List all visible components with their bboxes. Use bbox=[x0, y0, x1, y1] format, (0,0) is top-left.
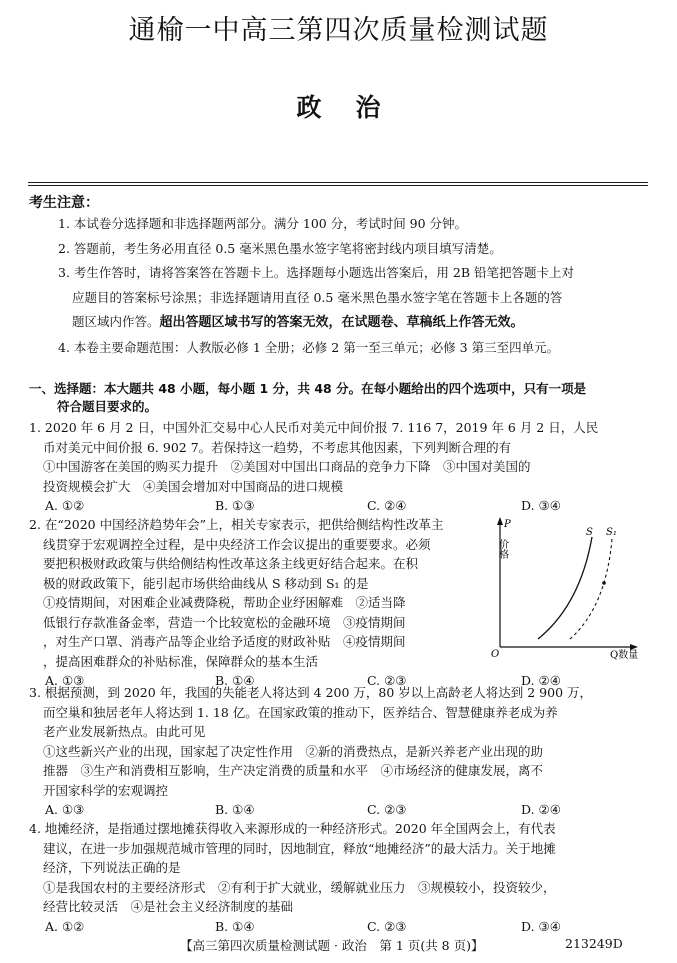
notice-list bbox=[58, 212, 656, 360]
subject-title: 政治 bbox=[296, 93, 415, 122]
divider-line bbox=[28, 182, 648, 183]
option-d: D. ②④ bbox=[521, 802, 561, 817]
question-2-line: ，提高困难群众的补贴标准，保障群众的基本生活 bbox=[43, 653, 319, 669]
question-2-line: 极的财政政策下，能引起市场供给曲线从 S 移动到 S₁ 的是 bbox=[43, 575, 369, 591]
question-4-options bbox=[29, 917, 649, 936]
question-2-line: ①疫情期间，对困难企业减费降税，帮助企业纾困解难 ②适当降 bbox=[43, 595, 406, 610]
option-a: A. ①② bbox=[45, 498, 85, 513]
exam-code: 213249D bbox=[565, 936, 623, 951]
question-4-line: 经营比较灵活 ④是社会主义经济制度的基础 bbox=[43, 899, 294, 914]
supply-curve-graph bbox=[488, 515, 648, 660]
question-2-line: 要把积极财政政策与供给侧结构性改革这条主线更好结合起来。在积 bbox=[43, 556, 419, 571]
y-axis-label: 价格 bbox=[496, 539, 508, 559]
question-1-line: 币对美元中间价报 6. 902 7。若保持这一趋势，不考虑其他因素，下列判断合理的有 bbox=[43, 439, 512, 455]
page-footer: 【高三第四次质量检测试题 · 政治 第 1 页(共 8 页)】 bbox=[180, 938, 484, 953]
question-2-line: ，对生产口罩、消毒产品等企业给予适度的财政补贴 ④疫情期间 bbox=[43, 634, 406, 649]
x-axis-label: Q数量 bbox=[610, 650, 639, 660]
notice-item-3: 3. 考生作答时，请将答案答在答题卡上。选择题每小题选出答案后，用 2B 铅笔把答题卡上对 bbox=[58, 265, 574, 280]
option-c: C. ②③ bbox=[367, 918, 407, 934]
y-axis-letter: P bbox=[504, 519, 511, 530]
section-heading bbox=[29, 380, 649, 416]
origin-label: O bbox=[491, 649, 500, 660]
question-1-line: 投资规模会扩大 ④美国会增加对中国商品的进口规模 bbox=[43, 478, 344, 494]
option-b: B. ①③ bbox=[215, 498, 255, 513]
option-c: C. ②④ bbox=[367, 498, 407, 513]
option-b: B. ①④ bbox=[215, 802, 255, 817]
curve-label-s1: S₁ bbox=[606, 527, 617, 538]
question-4-line: 4. 地摊经济，是指通过摆地摊获得收入来源形成的一种经济形式。2020 年全国两会上，有代表 bbox=[29, 821, 556, 836]
section-heading-line-2: 符合题目要求的。 bbox=[57, 399, 158, 414]
notice-item-1: 1. 本试卷分选择题和非选择题两部分。满分 100 分，考试时间 90 分钟。 bbox=[58, 216, 468, 231]
question-2-line: 2. 在“2020 中国经济趋势年会”上，相关专家表示，把供给侧结构性改革主 bbox=[29, 517, 444, 532]
question-4-line: 建议，在进一步加强规范城市管理的同时，因地制宜，释放“地摊经济”的最大活力。关于地摊 bbox=[43, 840, 556, 856]
notice-item-3-tail-normal: 题区域内作答。 bbox=[72, 314, 160, 329]
curve-label-s: S bbox=[586, 527, 593, 538]
option-b: B. ①④ bbox=[215, 673, 255, 688]
divider-line bbox=[28, 185, 648, 186]
section-heading-line-1: 一、选择题：本大题共 48 小题，每小题 1 分，共 48 分。在每小题给出的四个选项中，只有一项是 bbox=[29, 381, 587, 396]
question-2-line: 低银行存款准备金率，营造一个比较宽松的金融环境 ③疫情期间 bbox=[43, 614, 406, 630]
question-3-line: 开国家科学的宏观调控 bbox=[43, 782, 169, 798]
option-d: D. ③④ bbox=[521, 498, 561, 513]
option-c: C. ②③ bbox=[367, 673, 407, 688]
option-d: D. ③④ bbox=[521, 918, 561, 934]
notice-title: 考生注意： bbox=[29, 195, 99, 211]
question-4 bbox=[29, 819, 649, 936]
question-3-options bbox=[29, 800, 649, 819]
notice-item-4: 4. 本卷主要命题范围：人教版必修 1 全册；必修 2 第一至三单元；必修 3 第三至四单元。 bbox=[58, 339, 560, 355]
question-1 bbox=[29, 418, 649, 515]
question-1-line: ①中国游客在美国的购买力提升 ②美国对中国出口商品的竞争力下降 ③中国对美国的 bbox=[43, 459, 531, 474]
option-a: A. ①② bbox=[45, 918, 85, 934]
option-a: A. ①③ bbox=[45, 673, 85, 688]
notice-item-3-emphasis: 超出答题区域书写的答案无效，在试题卷、草稿纸上作答无效。 bbox=[159, 315, 524, 330]
question-3-line: ①这些新兴产业的出现，国家起了决定性作用 ②新的消费热点，是新兴养老产业出现的助 bbox=[43, 743, 544, 759]
question-1-options bbox=[29, 496, 649, 515]
option-d: D. ②④ bbox=[521, 673, 561, 688]
question-3-line: 老产业发展新热点。由此可见 bbox=[43, 724, 206, 739]
notice-item-3-cont: 应题目的答案标号涂黑；非选择题请用直径 0.5 毫米黑色墨水签字笔在答题卡上各题的答 bbox=[72, 289, 563, 305]
notice-item-3-tail bbox=[58, 310, 656, 336]
question-3-line: 3. 根据预测，到 2020 年，我国的失能老人将达到 4 200 万，80 岁以上高龄老人将达到 2 900 万， bbox=[29, 685, 593, 700]
question-1-line: 1. 2020 年 6 月 2 日，中国外汇交易中心人民币对美元中间价报 7. 116 7，2019 年 6 月 2 日，人民 bbox=[29, 420, 599, 435]
question-3 bbox=[29, 683, 649, 819]
question-4-line: 经济，下列说法正确的是 bbox=[43, 860, 181, 875]
exam-title: 通榆一中高三第四次质量检测试题 bbox=[128, 15, 549, 46]
option-c: C. ②③ bbox=[367, 802, 407, 817]
notice-item-2: 2. 答题前，考生务必用直径 0.5 毫米黑色墨水签字笔将密封线内项目填写清楚。 bbox=[58, 240, 502, 256]
question-2-line: 线贯穿于宏观调控全过程，是中央经济工作会议提出的重要要求。必须 bbox=[43, 536, 431, 552]
option-b: B. ①④ bbox=[215, 918, 255, 934]
question-4-line: ①是我国农村的主要经济形式 ②有利于扩大就业，缓解就业压力 ③规模较小，投资较少， bbox=[43, 879, 556, 895]
curve-point bbox=[602, 581, 606, 585]
option-a: A. ①③ bbox=[45, 802, 85, 817]
question-3-line: 而空巢和独居老年人将达到 1. 18 亿。在国家政策的推动下，医养结合、智慧健康养老成为养 bbox=[43, 704, 558, 720]
question-3-line: 推器 ③生产和消费相互影响，生产决定消费的质量和水平 ④市场经济的健康发展，离不 bbox=[43, 763, 544, 778]
